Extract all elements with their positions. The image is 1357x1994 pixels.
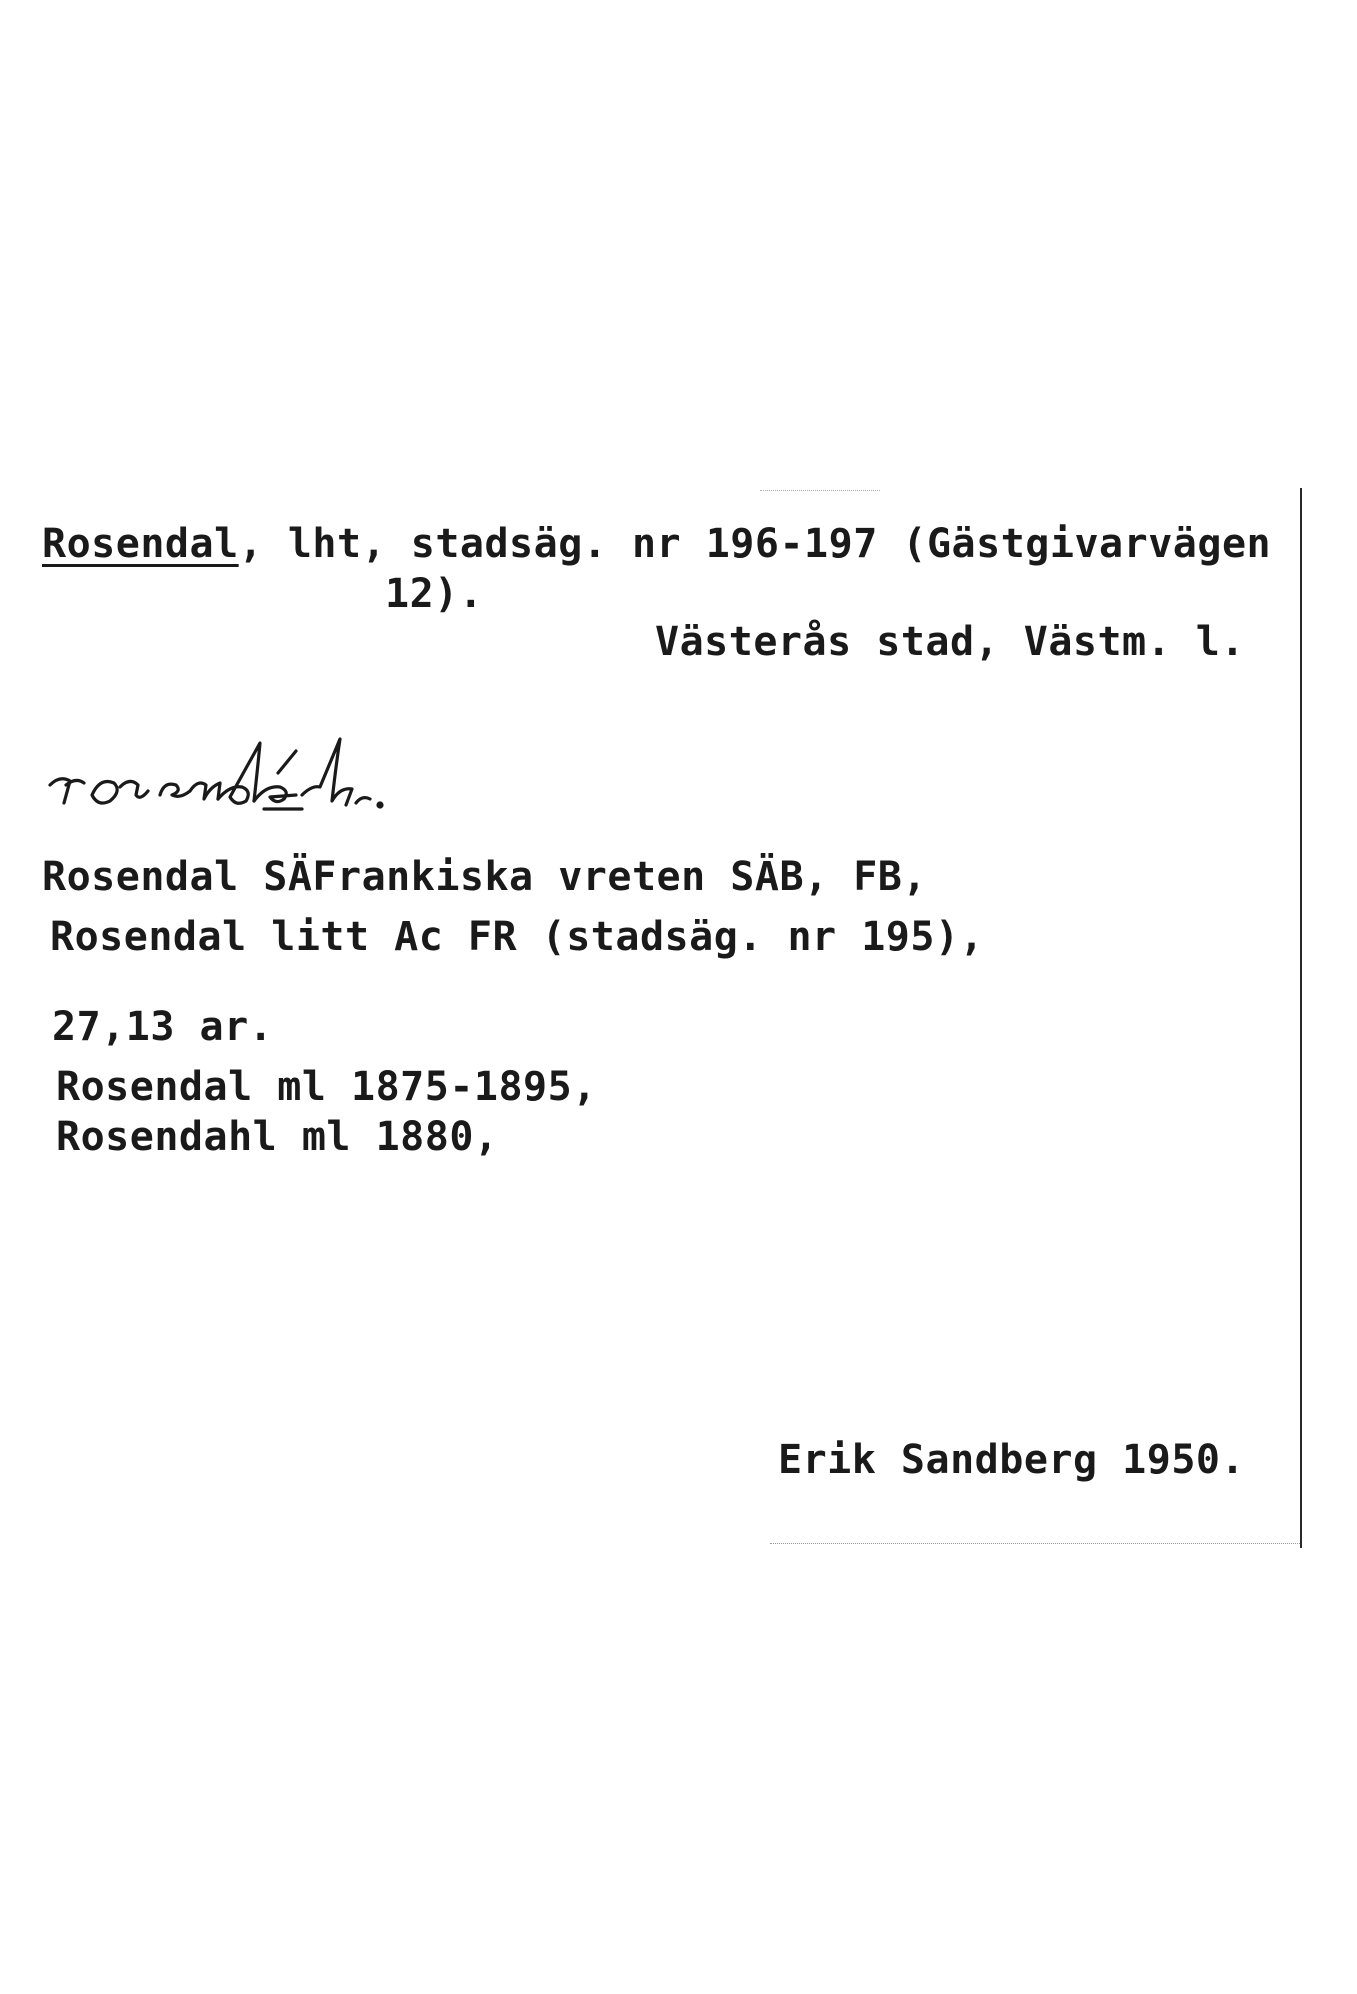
right-border-line (1300, 488, 1302, 1548)
census-line-1: Rosendal ml 1875-1895, (56, 1064, 597, 1110)
heading-details: , lht, stadsäg. nr 196-197 (Gästgivarvägen (238, 521, 1272, 567)
place-name: Rosendal (42, 521, 239, 567)
heading-line (42, 522, 1271, 566)
bottom-dotted-rule (770, 1543, 1300, 1545)
heading-continuation: 12). (385, 571, 484, 617)
name-variant-line-1: Rosendal SÄFrankiska vreten SÄB, FB, (42, 854, 927, 900)
top-dotted-rule (760, 490, 880, 492)
handwritten-pronunciation (40, 725, 560, 835)
census-line-2: Rosendahl ml 1880, (56, 1114, 499, 1160)
location-line: Västerås stad, Västm. l. (655, 619, 1245, 665)
author-signature: Erik Sandberg 1950. (778, 1437, 1246, 1483)
name-variant-line-2: Rosendal litt Ac FR (stadsäg. nr 195), (50, 914, 985, 960)
area-line: 27,13 ar. (52, 1004, 274, 1050)
